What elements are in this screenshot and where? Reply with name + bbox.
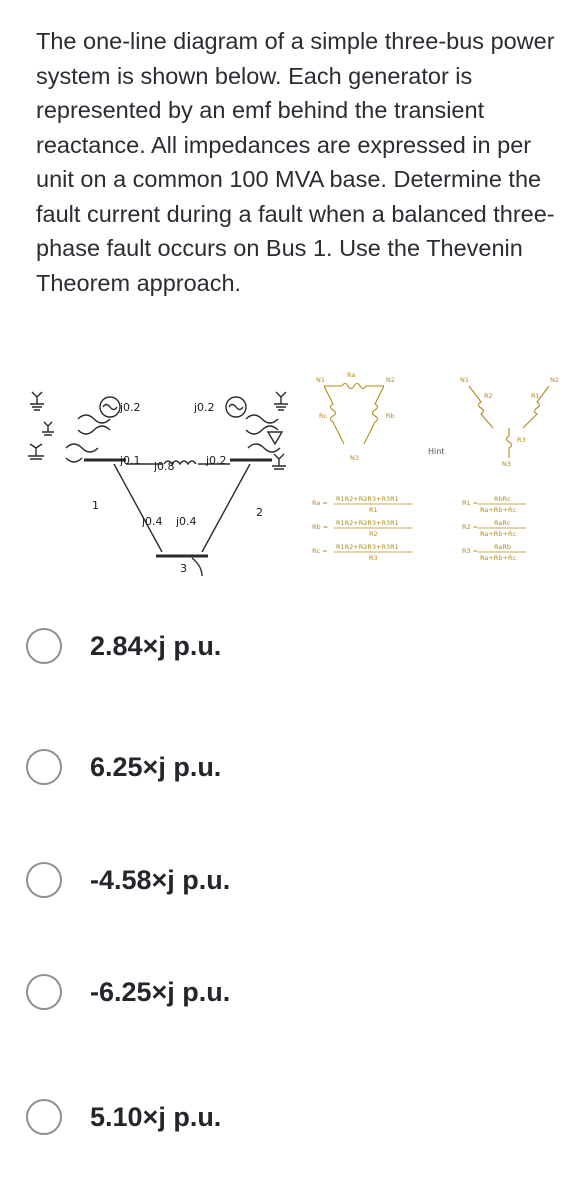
option-label: 6.25×j p.u. xyxy=(90,751,222,782)
eq-c-lhs: Rc = xyxy=(312,547,328,555)
bus-3-load xyxy=(192,558,202,576)
radio-button-icon[interactable] xyxy=(26,1099,62,1135)
line-1-3-label: j0.4 xyxy=(142,515,163,528)
bus-3-label: 3 xyxy=(180,562,187,575)
transformer-1-icon xyxy=(66,415,110,462)
eq-a-num: R1R2+R2R3+R3R1 xyxy=(336,495,399,503)
bus-2-label: 2 xyxy=(256,506,263,519)
eq-c-num: R1R2+R2R3+R3R1 xyxy=(336,543,399,551)
hint-label: Hint xyxy=(428,447,445,456)
wye-r3-label: R3 xyxy=(517,436,526,444)
delta-rc-label: Rc xyxy=(319,412,328,420)
bus-1-label: 1 xyxy=(92,499,99,512)
gen1-reactance-label: j0.2 xyxy=(120,401,141,414)
eq-a-den: R1 xyxy=(369,506,378,514)
ground-wye-1-icon xyxy=(28,392,54,459)
delta-node-2: N2 xyxy=(386,376,395,384)
eq-3-num: RaRb xyxy=(494,543,511,551)
wye-node-3: N3 xyxy=(502,460,511,468)
line-1-3 xyxy=(114,464,162,552)
eq-b-lhs: Rb = xyxy=(312,523,329,531)
option-label: -4.58×j p.u. xyxy=(90,864,231,895)
transformer-2-icon xyxy=(246,415,280,452)
delta-node-1: N1 xyxy=(316,376,325,384)
generator-2-icon xyxy=(226,397,246,417)
question-figure xyxy=(14,362,572,592)
eq-1-lhs: R1 = xyxy=(462,499,479,507)
line-2-3 xyxy=(202,464,250,552)
delta-node-3: N3 xyxy=(350,454,359,462)
hint-labels xyxy=(312,371,559,562)
eq-3-lhs: R3 = xyxy=(462,547,479,555)
option-label: 5.10×j p.u. xyxy=(90,1101,222,1132)
transformer2-reactance-label: j0.2 xyxy=(206,454,227,467)
wye-r2-label: R2 xyxy=(484,392,493,400)
one-line-diagram xyxy=(28,392,288,576)
option-5[interactable] xyxy=(26,1095,221,1139)
gen2-reactance-label: j0.2 xyxy=(194,401,215,414)
eq-2-num: RaRc xyxy=(494,519,511,527)
figure-svg xyxy=(14,362,572,592)
delta-rb-label: Rb xyxy=(386,412,395,420)
wye-node-1: N1 xyxy=(460,376,469,384)
radio-button-icon[interactable] xyxy=(26,749,62,785)
option-4[interactable] xyxy=(26,970,230,1014)
eq-b-num: R1R2+R2R3+R3R1 xyxy=(336,519,399,527)
option-label: -6.25×j p.u. xyxy=(90,976,231,1007)
line-1-2-label: j0.8 xyxy=(154,460,175,473)
delta-ra-label: Ra xyxy=(347,371,356,379)
eq-3-den: Ra+Rb+Rc xyxy=(480,554,516,562)
radio-button-icon[interactable] xyxy=(26,862,62,898)
delta-network-icon xyxy=(324,384,384,445)
eq-b-den: R2 xyxy=(369,530,378,538)
eq-1-den: Ra+Rb+Rc xyxy=(480,506,516,514)
eq-a-lhs: Ra = xyxy=(312,499,328,507)
generator-1-icon xyxy=(100,397,120,417)
option-2[interactable] xyxy=(26,745,221,789)
radio-button-icon[interactable] xyxy=(26,628,62,664)
radio-button-icon[interactable] xyxy=(26,974,62,1010)
eq-2-den: Ra+Rb+Rc xyxy=(480,530,516,538)
eq-2-lhs: R2 = xyxy=(462,523,479,531)
option-label: 2.84×j p.u. xyxy=(90,630,222,661)
ground-wye-2-icon xyxy=(268,392,288,469)
eq-1-num: RbRc xyxy=(494,495,511,503)
wye-r1-label: R1 xyxy=(531,392,540,400)
transformer1-reactance-label: j0.1 xyxy=(120,454,141,467)
option-3[interactable] xyxy=(26,858,230,902)
option-1[interactable] xyxy=(26,624,221,668)
wye-node-2: N2 xyxy=(550,376,559,384)
line-2-3-label: j0.4 xyxy=(176,515,197,528)
question-text: The one-line diagram of a simple three-bus power system is shown below. Each generator is represented by an emf behind the transient reactance. All impedances are expressed in per unit on a common 100 MVA base. Determine the fault current during a fault when a balanced three-phase fault occurs on Bus 1. Use the Thevenin Theorem approach. xyxy=(36,28,555,296)
eq-c-den: R3 xyxy=(369,554,378,562)
